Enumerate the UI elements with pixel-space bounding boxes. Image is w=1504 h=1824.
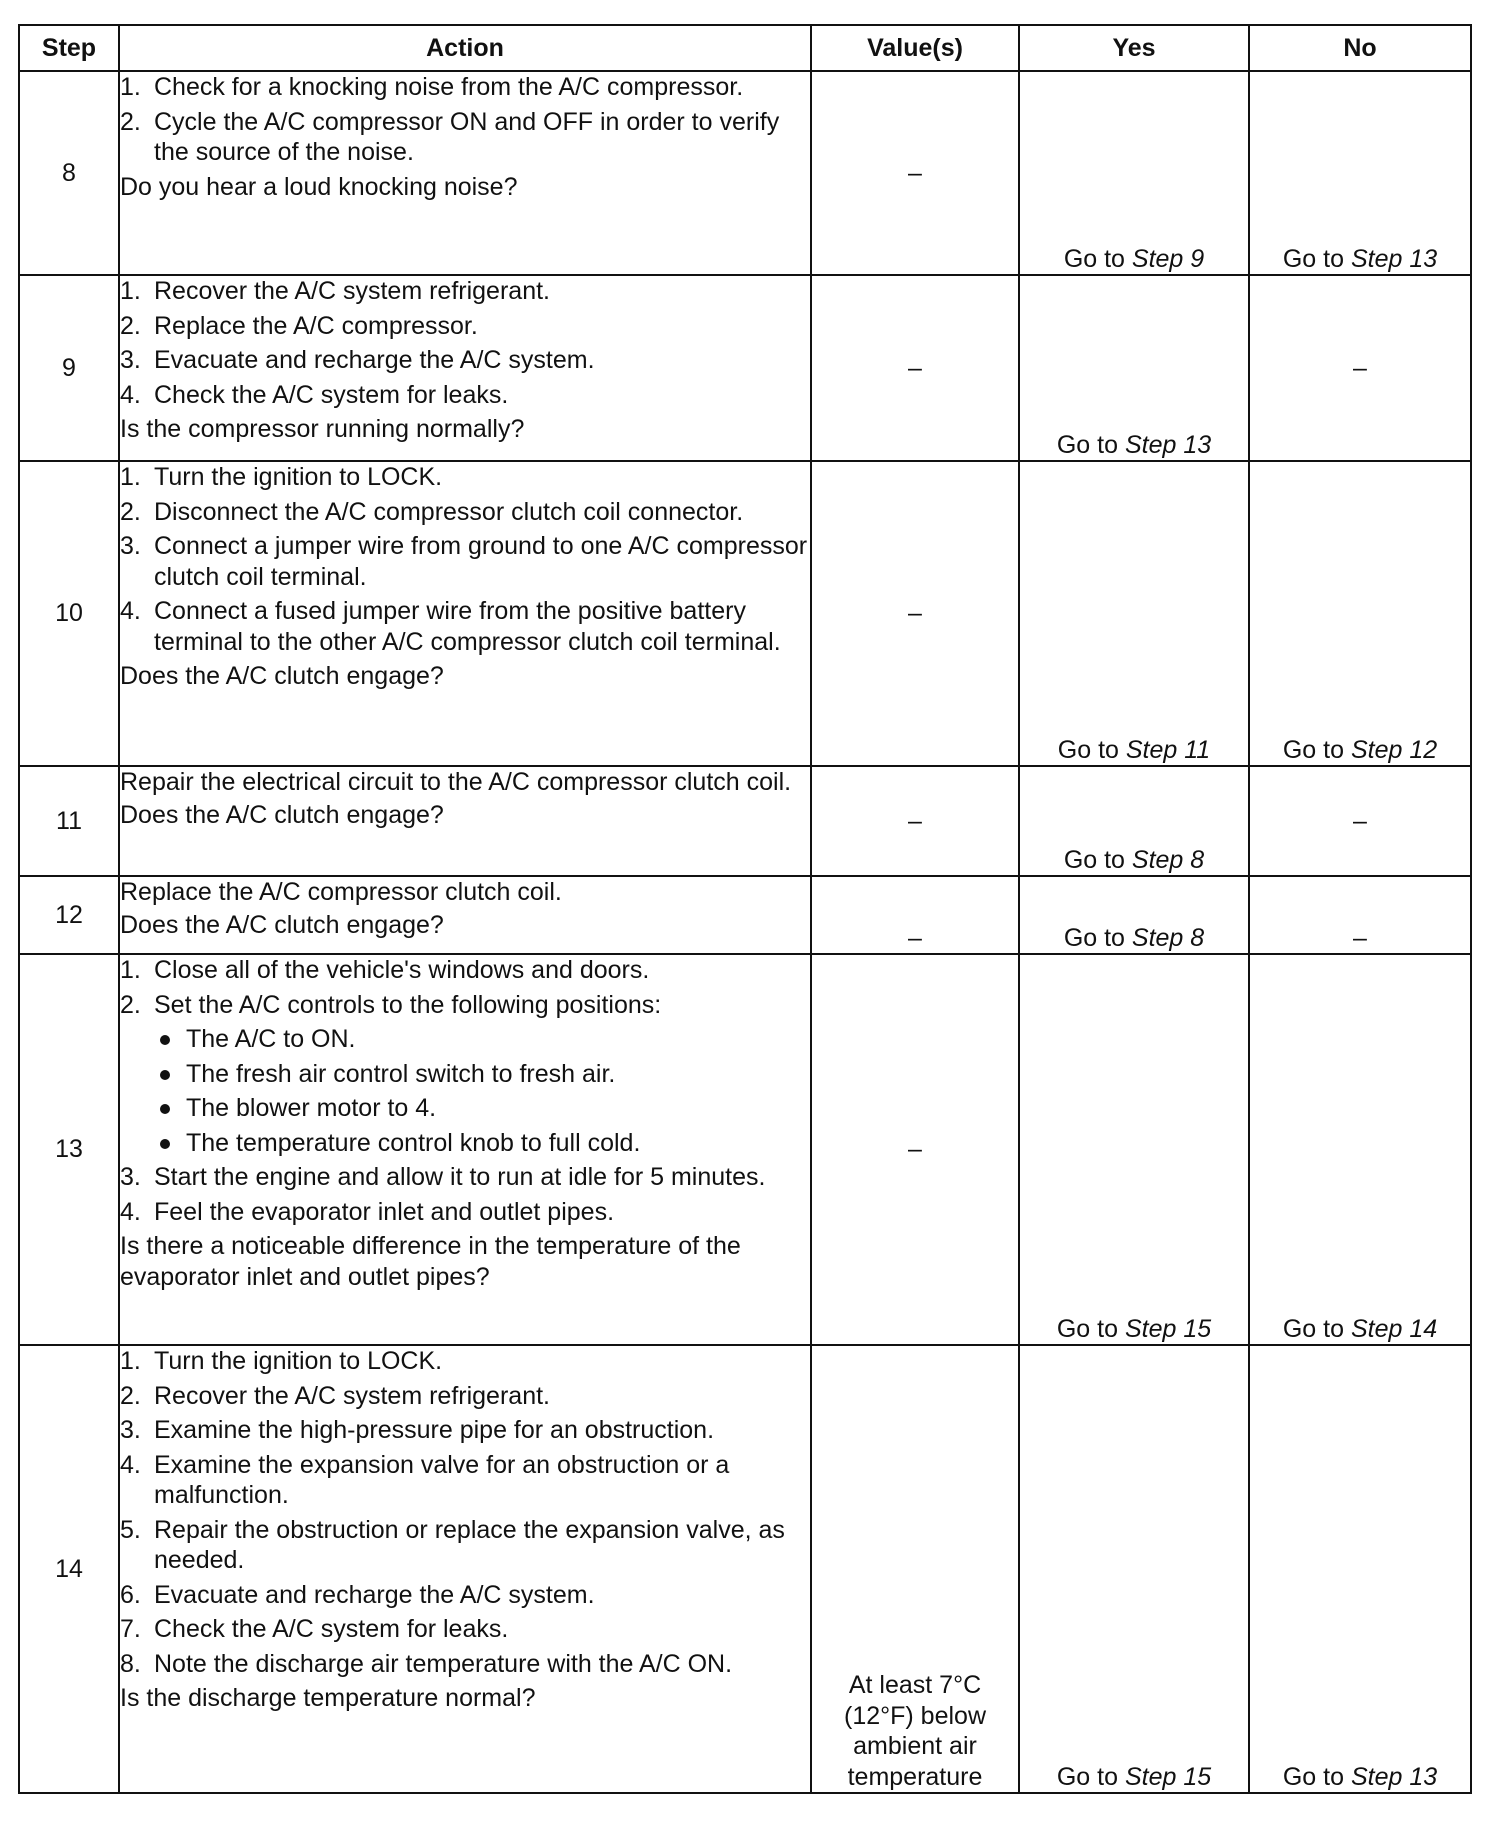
yes-cell: Go to Step 8	[1019, 766, 1249, 876]
step-link: Step 8	[1131, 923, 1205, 952]
action-step: 3. Evacuate and recharge the A/C system.	[120, 346, 595, 374]
action-step: 1. Close all of the vehicle's windows and doors.	[120, 956, 650, 984]
action-cell	[119, 461, 811, 766]
step-number: 10	[19, 461, 119, 766]
step-link: Step 13	[1124, 430, 1212, 459]
action-step: 6. Evacuate and recharge the A/C system.	[120, 1580, 595, 1609]
action-steps	[120, 462, 810, 657]
header-no: No	[1249, 25, 1471, 71]
no-cell: Go to Step 14	[1249, 954, 1471, 1345]
action-question: Is the compressor running normally?	[120, 415, 525, 443]
value-line: temperature	[847, 1762, 983, 1791]
step-number: 8	[19, 71, 119, 275]
table-row	[19, 461, 1471, 766]
action-steps	[120, 1346, 810, 1679]
diagnostic-table	[18, 24, 1472, 1794]
value-cell: –	[811, 461, 1019, 766]
bullet-item: The fresh air control switch to fresh air.	[154, 1059, 810, 1090]
action-steps	[120, 955, 810, 1227]
action-step: 4. Check the A/C system for leaks.	[120, 380, 509, 409]
no-cell: Go to Step 12	[1249, 461, 1471, 766]
action-step: 4. Connect a fused jumper wire from the positive battery terminal to the other A/C compressor clutch coil terminal.	[120, 597, 781, 656]
bullet-icon	[160, 1035, 170, 1045]
action-step: 8. Note the discharge air temperature with the A/C ON.	[120, 1649, 733, 1678]
action-steps	[120, 276, 810, 410]
action-step: 1. Turn the ignition to LOCK.	[120, 463, 443, 491]
step-link: Step 11	[1125, 735, 1211, 764]
bullet-icon	[160, 1104, 170, 1114]
step-link: Step 15	[1124, 1314, 1212, 1343]
action-cell	[119, 954, 811, 1345]
header-row	[19, 25, 1471, 71]
step-link: Step 13	[1350, 244, 1438, 273]
bullet-icon	[160, 1139, 170, 1149]
bullet-icon	[160, 1070, 170, 1080]
header-action: Action	[119, 25, 811, 71]
action-step: 3. Connect a jumper wire from ground to one A/C compressor clutch coil terminal.	[120, 532, 808, 591]
action-cell	[119, 766, 811, 876]
action-step: 1. Turn the ignition to LOCK.	[120, 1347, 443, 1375]
action-cell	[119, 275, 811, 461]
action-step: 1. Recover the A/C system refrigerant.	[120, 277, 550, 305]
action-cell	[119, 71, 811, 275]
step-link: Step 13	[1350, 1762, 1438, 1791]
action-step: 1. Check for a knocking noise from the A/C compressor.	[120, 73, 744, 101]
table-row	[19, 1345, 1471, 1793]
table-row	[19, 71, 1471, 275]
step-link: Step 8	[1131, 845, 1205, 874]
yes-cell: Go to Step 11	[1019, 461, 1249, 766]
value-line: At least 7°C	[848, 1671, 982, 1699]
step-number: 9	[19, 275, 119, 461]
no-cell: Go to Step 13	[1249, 1345, 1471, 1793]
value-cell: –	[811, 876, 1019, 954]
value-line: (12°F) below	[844, 1701, 986, 1730]
header-values: Value(s)	[811, 25, 1019, 71]
control-positions	[154, 1024, 810, 1158]
value-cell: –	[811, 954, 1019, 1345]
step-link: Step 15	[1124, 1762, 1212, 1791]
yes-cell: Go to Step 9	[1019, 71, 1249, 275]
step-link: Step 12	[1350, 735, 1438, 764]
action-step: 3. Examine the high-pressure pipe for an obstruction.	[120, 1416, 715, 1444]
action-step: 3. Start the engine and allow it to run at idle for 5 minutes.	[120, 1163, 766, 1191]
value-cell: –	[811, 71, 1019, 275]
action-step: 2. Disconnect the A/C compressor clutch coil connector.	[120, 497, 744, 526]
value-cell	[811, 1345, 1019, 1793]
step-link: Step 9	[1131, 244, 1205, 273]
action-cell	[119, 1345, 811, 1793]
bullet-item: The blower motor to 4.	[154, 1093, 810, 1124]
step-link: Step 14	[1350, 1314, 1438, 1343]
action-question: Is the discharge temperature normal?	[120, 1684, 536, 1712]
action-question: Does the A/C clutch engage?	[120, 662, 444, 690]
action-step: 4. Examine the expansion valve for an obstruction or a malfunction.	[120, 1450, 730, 1509]
bullet-item: The A/C to ON.	[154, 1024, 810, 1055]
value-cell: –	[811, 766, 1019, 876]
no-cell: –	[1249, 766, 1471, 876]
step-number: 14	[19, 1345, 119, 1793]
action-question: Does the A/C clutch engage?	[120, 910, 444, 939]
action-text: Replace the A/C compressor clutch coil.	[120, 878, 562, 906]
value-cell: –	[811, 275, 1019, 461]
action-question: Does the A/C clutch engage?	[120, 800, 444, 829]
yes-cell: Go to Step 15	[1019, 1345, 1249, 1793]
no-cell: Go to Step 13	[1249, 71, 1471, 275]
step-number: 11	[19, 766, 119, 876]
header-step: Step	[19, 25, 119, 71]
action-step: 2. Recover the A/C system refrigerant.	[120, 1381, 550, 1410]
header-yes: Yes	[1019, 25, 1249, 71]
no-cell: –	[1249, 275, 1471, 461]
action-question: Do you hear a loud knocking noise?	[120, 172, 518, 201]
table-row	[19, 275, 1471, 461]
table-row	[19, 954, 1471, 1345]
step-number: 12	[19, 876, 119, 954]
no-cell: –	[1249, 876, 1471, 954]
yes-cell: Go to Step 15	[1019, 954, 1249, 1345]
table-row	[19, 876, 1471, 954]
action-text: Repair the electrical circuit to the A/C compressor clutch coil.	[120, 768, 792, 796]
action-cell	[119, 876, 811, 954]
action-step: 5. Repair the obstruction or replace the expansion valve, as needed.	[120, 1515, 785, 1574]
action-steps	[120, 72, 810, 168]
step-number: 13	[19, 954, 119, 1345]
action-step: 2. Cycle the A/C compressor ON and OFF in order to verify the source of the noise.	[120, 107, 780, 166]
value-line: ambient air	[853, 1732, 977, 1760]
action-step: 2. Replace the A/C compressor.	[120, 311, 478, 340]
action-question: Is there a noticeable difference in the temperature of the evaporator inlet and outlet pipes?	[120, 1232, 741, 1291]
action-step: 2. Set the A/C controls to the following positions: The A/C to ON. The fresh air control switch to fresh air. The blower motor to 4. The temperature control knob to full cold.	[120, 990, 810, 1159]
bullet-item: The temperature control knob to full cold.	[154, 1128, 810, 1159]
table-row	[19, 766, 1471, 876]
action-step: 4. Feel the evaporator inlet and outlet pipes.	[120, 1197, 615, 1226]
yes-cell: Go to Step 13	[1019, 275, 1249, 461]
action-step: 7. Check the A/C system for leaks.	[120, 1615, 509, 1643]
yes-cell: Go to Step 8	[1019, 876, 1249, 954]
